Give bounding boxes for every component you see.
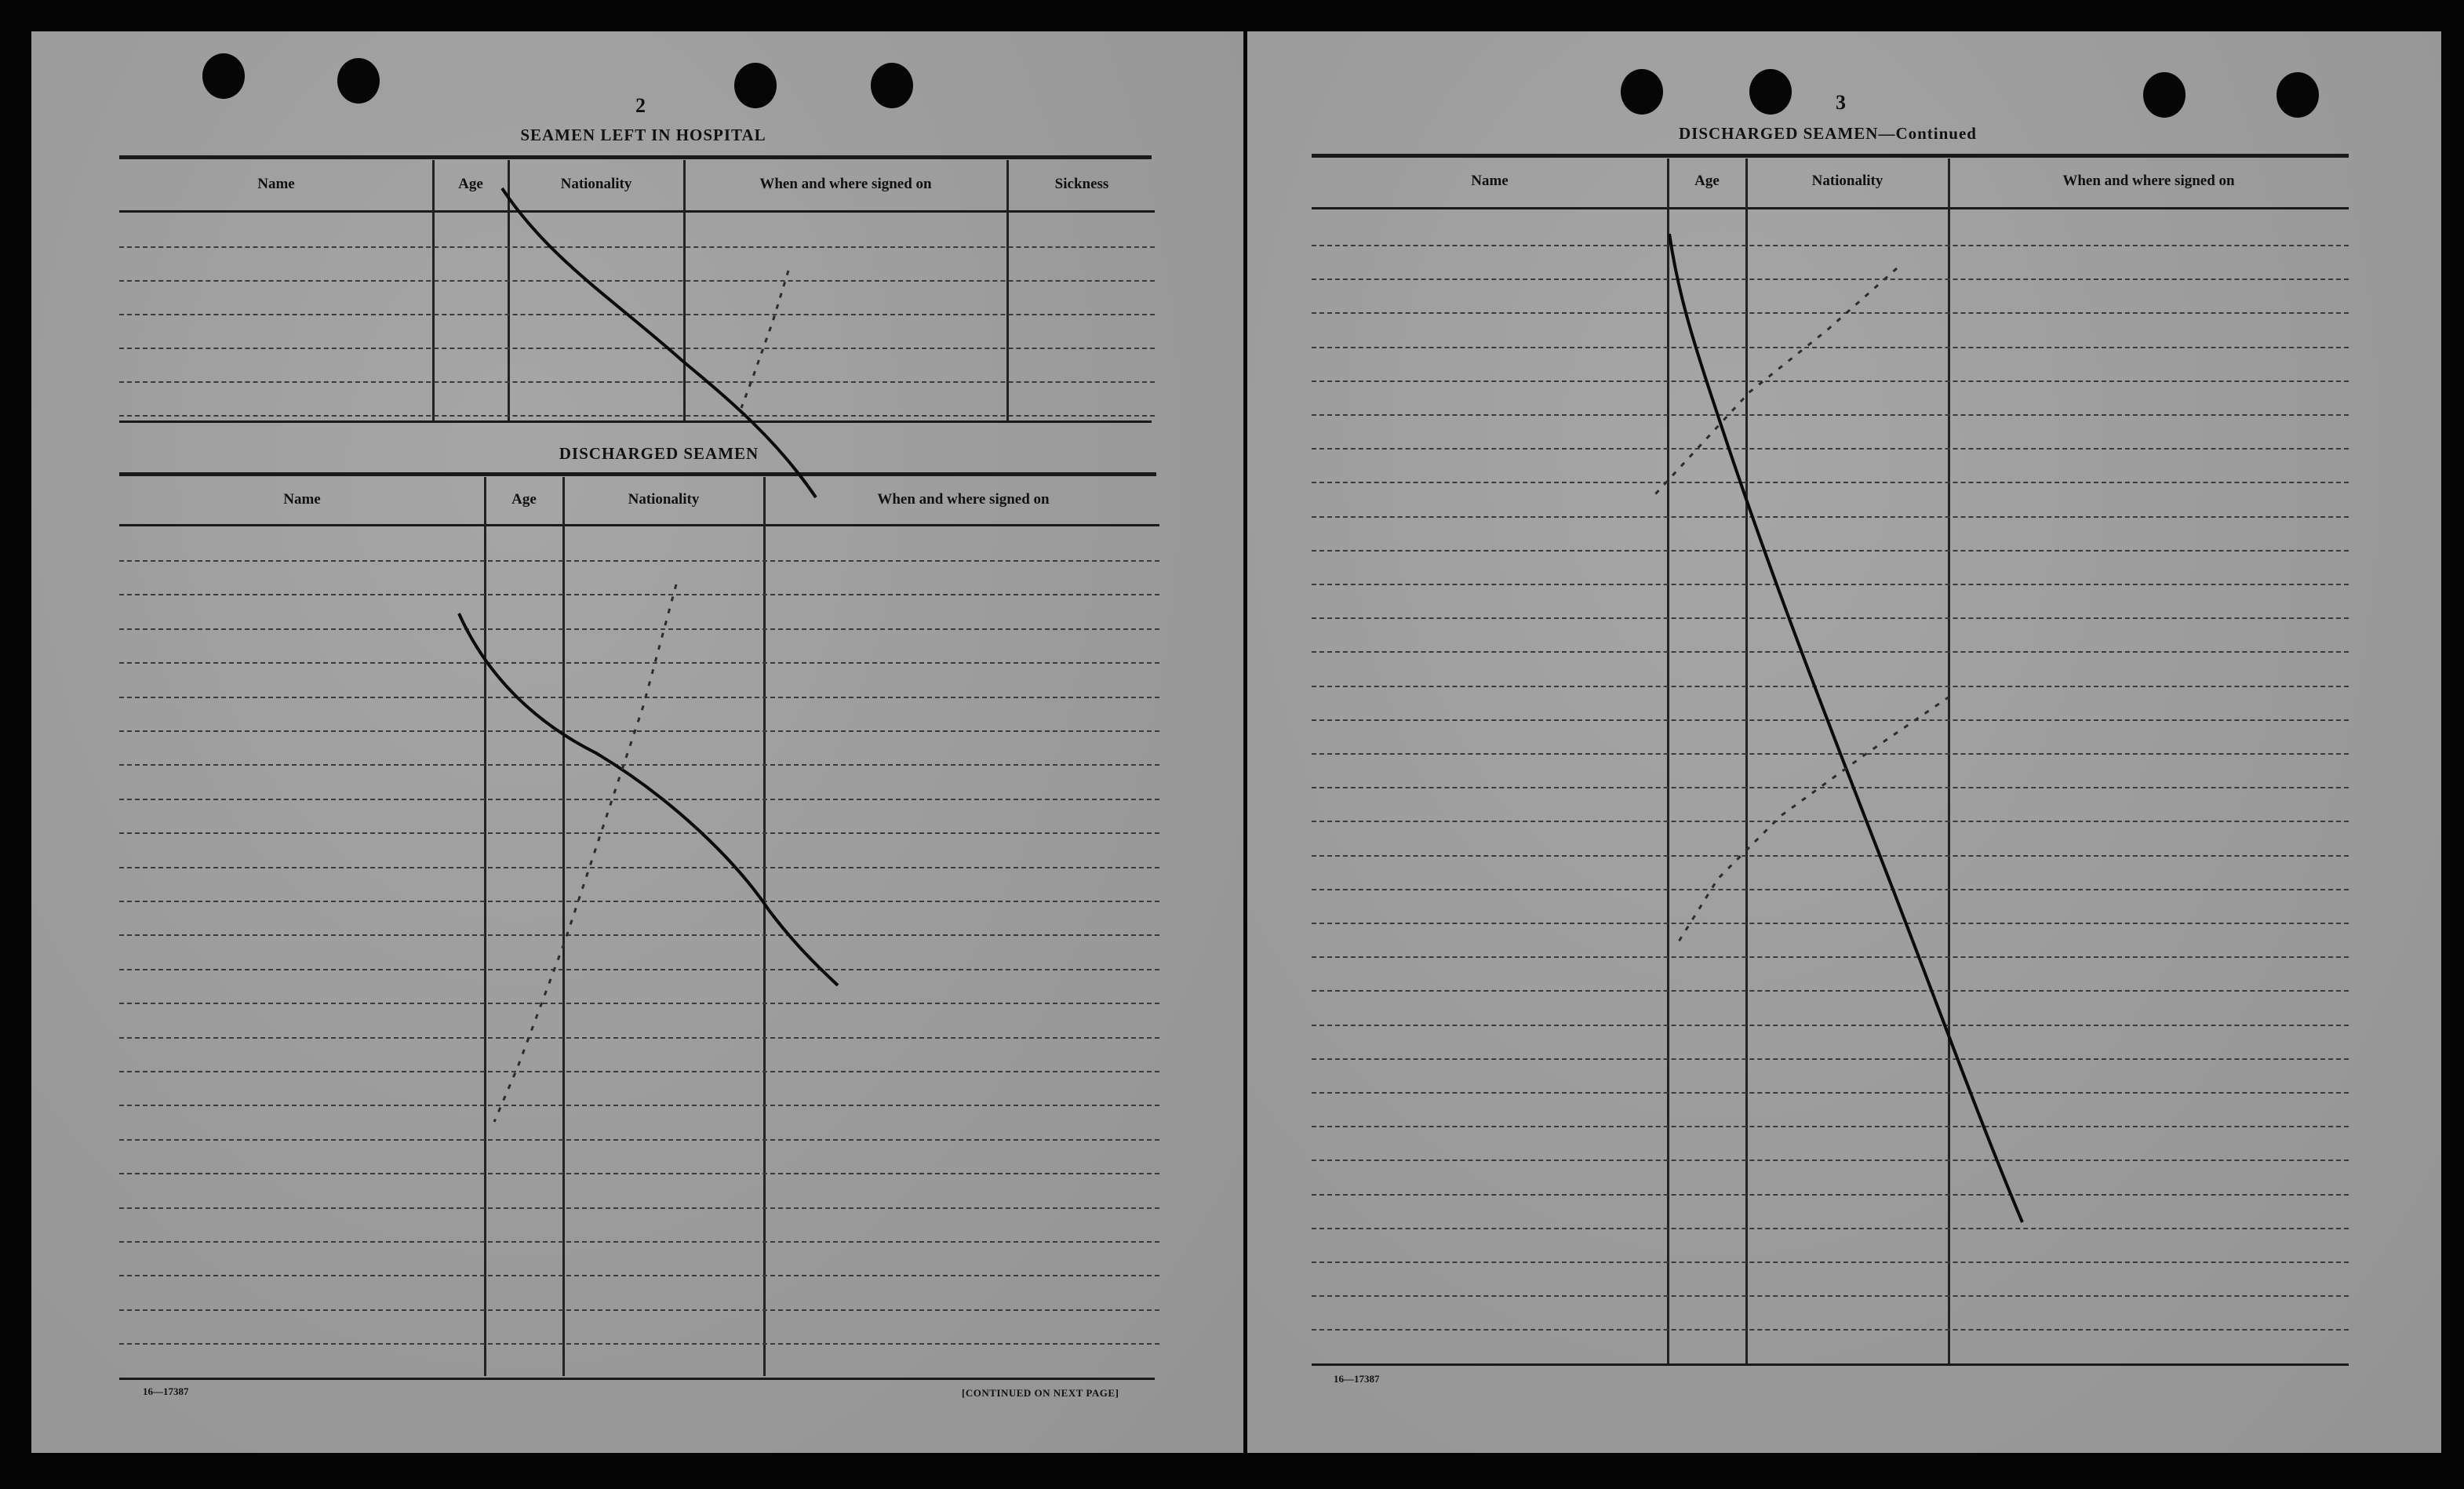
form-row-line xyxy=(119,348,1155,349)
form-row-line xyxy=(1312,617,2349,619)
column-header: Age xyxy=(458,176,483,192)
form-row-line xyxy=(119,1037,1159,1039)
punch-hole xyxy=(2143,72,2186,118)
table-bottom-rule xyxy=(119,420,1152,423)
section-title-hospital: SEAMEN LEFT IN HOSPITAL xyxy=(520,126,766,144)
column-divider xyxy=(1745,158,1748,1363)
table-bottom-rule xyxy=(119,1378,1155,1380)
form-row-line xyxy=(1312,448,2349,450)
form-row-line xyxy=(119,1309,1159,1311)
punch-hole xyxy=(2277,72,2319,118)
punch-hole xyxy=(871,63,913,108)
column-divider xyxy=(1948,158,1950,1363)
column-header: Nationality xyxy=(560,176,632,192)
form-row-line xyxy=(1312,312,2349,314)
form-row-line xyxy=(1312,516,2349,518)
form-row-line xyxy=(119,280,1155,282)
form-row-line xyxy=(119,901,1159,902)
form-row-line xyxy=(119,1207,1159,1209)
table-top-rule xyxy=(119,472,1156,476)
column-header: When and where signed on xyxy=(759,176,932,192)
form-code: 16—17387 xyxy=(1334,1373,1380,1385)
form-row-line xyxy=(119,1173,1159,1174)
form-row-line xyxy=(119,832,1159,834)
form-row-line xyxy=(1312,1126,2349,1127)
form-row-line xyxy=(119,594,1159,595)
form-row-line xyxy=(1312,753,2349,755)
form-row-line xyxy=(1312,550,2349,552)
form-row-line xyxy=(119,1275,1159,1276)
section-title-discharged-continued: DISCHARGED SEAMEN—Continued xyxy=(1679,124,1977,143)
continued-note: [CONTINUED ON NEXT PAGE] xyxy=(962,1387,1119,1399)
form-row-line xyxy=(119,246,1155,248)
form-row-line xyxy=(1312,1228,2349,1229)
form-row-line xyxy=(1312,990,2349,992)
table-header-rule xyxy=(119,524,1159,526)
form-row-line xyxy=(1312,855,2349,857)
column-header: Name xyxy=(283,491,321,508)
punch-hole xyxy=(337,58,380,104)
punch-hole xyxy=(1749,69,1792,115)
form-row-line xyxy=(1312,889,2349,890)
punch-hole xyxy=(202,53,245,99)
form-row-line xyxy=(1312,414,2349,416)
form-row-line xyxy=(1312,482,2349,483)
column-header: Name xyxy=(1471,173,1509,189)
table-header-rule xyxy=(119,210,1155,213)
left-form-page xyxy=(31,31,1243,1453)
form-row-line xyxy=(1312,1160,2349,1161)
form-row-line xyxy=(1312,380,2349,382)
table-top-rule xyxy=(1312,154,2349,158)
column-header: Age xyxy=(511,491,537,508)
column-header: Name xyxy=(257,176,295,192)
form-row-line xyxy=(119,1003,1159,1004)
form-row-line xyxy=(119,764,1159,766)
form-row-line xyxy=(119,799,1159,800)
form-row-line xyxy=(1312,821,2349,822)
form-row-line xyxy=(1312,1092,2349,1094)
form-row-line xyxy=(1312,651,2349,653)
form-row-line xyxy=(1312,719,2349,721)
form-row-line xyxy=(1312,1329,2349,1331)
form-row-line xyxy=(1312,686,2349,687)
form-row-line xyxy=(119,1105,1159,1106)
form-row-line xyxy=(119,314,1155,315)
form-row-line xyxy=(119,697,1159,698)
form-row-line xyxy=(119,867,1159,868)
column-header: When and where signed on xyxy=(2062,173,2235,189)
column-header: When and where signed on xyxy=(877,491,1050,508)
form-row-line xyxy=(1312,584,2349,585)
page-number: 2 xyxy=(635,94,646,117)
form-code: 16—17387 xyxy=(143,1385,189,1397)
form-row-line xyxy=(119,969,1159,970)
form-row-line xyxy=(1312,245,2349,246)
form-row-line xyxy=(1312,787,2349,788)
form-row-line xyxy=(119,730,1159,732)
form-row-line xyxy=(119,381,1155,383)
form-row-line xyxy=(119,934,1159,936)
form-row-line xyxy=(1312,1261,2349,1263)
form-row-line xyxy=(1312,1194,2349,1196)
column-header: Age xyxy=(1694,173,1720,189)
form-row-line xyxy=(1312,347,2349,348)
form-row-line xyxy=(1312,1025,2349,1026)
form-row-line xyxy=(1312,279,2349,280)
form-row-line xyxy=(119,1139,1159,1141)
form-row-line xyxy=(119,662,1159,664)
punch-hole xyxy=(734,63,777,108)
form-row-line xyxy=(119,1241,1159,1243)
punch-hole xyxy=(1621,69,1663,115)
form-row-line xyxy=(119,628,1159,630)
column-divider xyxy=(1667,158,1669,1363)
form-row-line xyxy=(119,560,1159,562)
column-header: Sickness xyxy=(1054,176,1109,192)
form-row-line xyxy=(1312,1295,2349,1297)
form-row-line xyxy=(1312,1058,2349,1060)
column-header: Nationality xyxy=(628,491,700,508)
table-header-rule xyxy=(1312,207,2349,209)
form-row-line xyxy=(119,415,1155,417)
table-bottom-rule xyxy=(1312,1363,2349,1366)
form-row-line xyxy=(1312,956,2349,958)
section-title-discharged: DISCHARGED SEAMEN xyxy=(559,444,759,463)
table-top-rule xyxy=(119,155,1152,159)
column-header: Nationality xyxy=(1811,173,1883,189)
form-row-line xyxy=(119,1343,1159,1345)
page-number: 3 xyxy=(1836,91,1846,114)
form-row-line xyxy=(119,1071,1159,1072)
form-row-line xyxy=(1312,923,2349,924)
